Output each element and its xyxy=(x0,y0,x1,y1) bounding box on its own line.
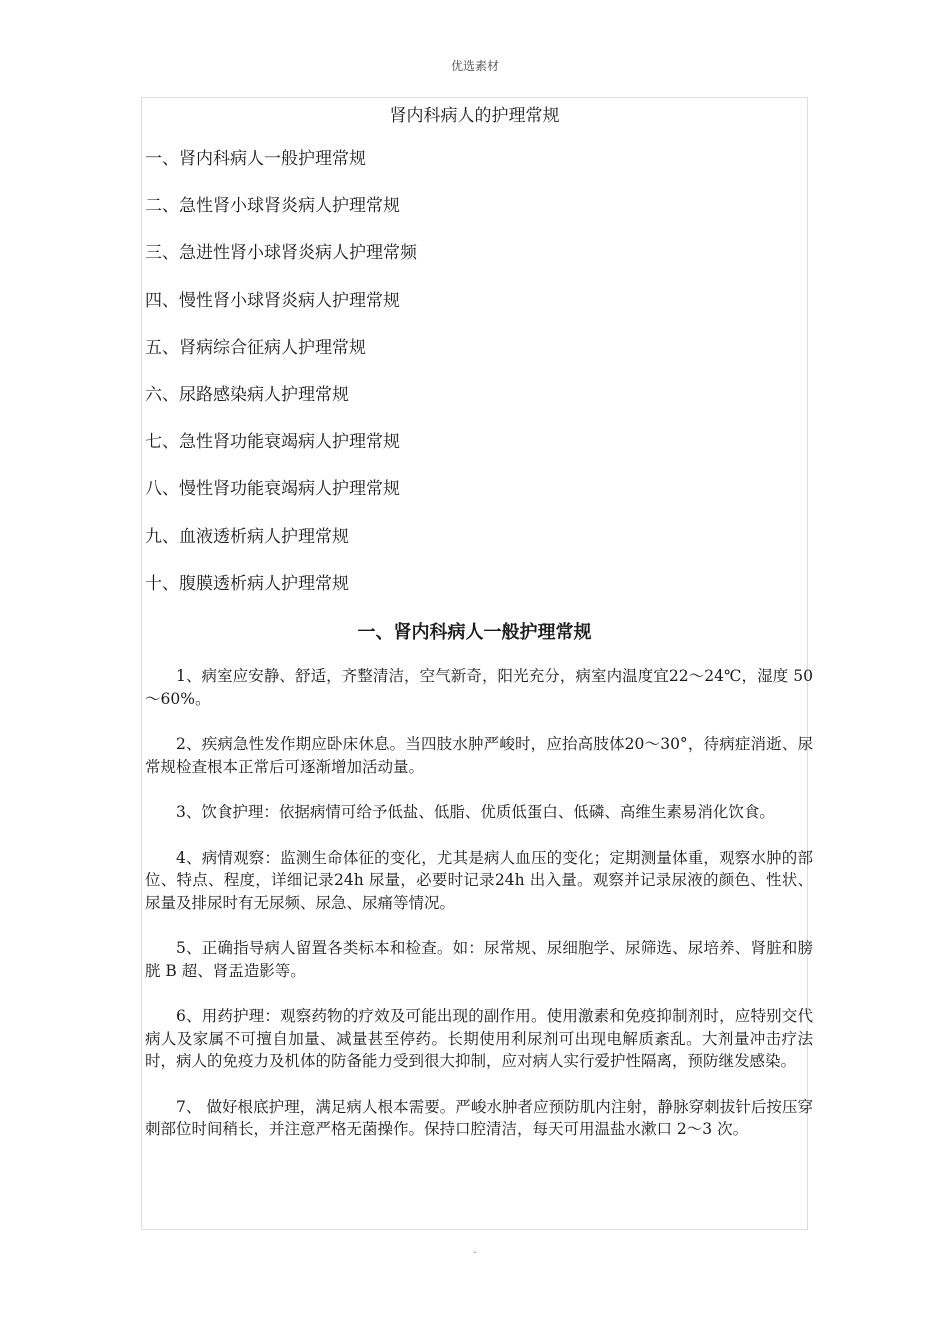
toc-item: 四、慢性肾小球肾炎病人护理常规 xyxy=(145,290,400,311)
page-header: 优选素材 xyxy=(450,59,499,73)
paragraph: 1、病室应安静、舒适，齐整清洁，空气新奇，阳光充分，病室内温度宜22～24℃，湿度 50～60%。 xyxy=(145,667,813,708)
toc-item: 三、急进性肾小球肾炎病人护理常频 xyxy=(145,243,417,264)
paragraph: 3、饮食护理：依据病情可给予低盐、低脂、优质低蛋白、低磷、高维生素易消化饮食。 xyxy=(176,803,775,821)
toc-item: 七、急性肾功能衰竭病人护理常规 xyxy=(145,432,400,453)
document-title: 肾内科病人的护理常规 xyxy=(389,106,560,126)
paragraph: 6、用药护理：观察药物的疗效及可能出现的副作用。使用激素和免疫抑制剂时，应特别交代病人及家属不可擅自加量、减量甚至停药。长期使用利尿剂可出现电解质紊乱。大剂量冲击疗法时，病人的免疫力及机体的防备能力受到很大抑制，应对病人实行爱护性隔离，预防继发感染。 xyxy=(145,1007,813,1070)
paragraph: 5、正确指导病人留置各类标本和检查。如：尿常规、尿细胞学、尿筛选、尿培养、肾脏和膀胱 B 超、肾盂造影等。 xyxy=(145,939,813,980)
toc-item: 九、血液透析病人护理常规 xyxy=(145,526,349,547)
toc-item: 八、慢性肾功能衰竭病人护理常规 xyxy=(145,479,400,500)
page-footer-mark: . xyxy=(473,1245,477,1256)
toc-item: 一、肾内科病人一般护理常规 xyxy=(145,149,366,169)
paragraph: 4、病情观察：监测生命体征的变化，尤其是病人血压的变化；定期测量体重，观察水肿的部位、特点、程度，详细记录24h 尿量，必要时记录24h 出入量。观察并记录尿液的颜色、性状、尿量及排尿时有无尿频、尿急、尿痛等情况。 xyxy=(145,848,813,912)
table-of-contents xyxy=(145,146,417,618)
toc-item: 五、肾病综合征病人护理常规 xyxy=(145,337,366,358)
toc-item: 十、腹膜透析病人护理常规 xyxy=(145,573,349,594)
toc-item: 六、尿路感染病人护理常规 xyxy=(145,384,349,405)
toc-item: 二、急性肾小球肾炎病人护理常规 xyxy=(145,196,400,217)
section-heading: 一、肾内科病人一般护理常规 xyxy=(357,622,592,643)
paragraph: 7、 做好根底护理，满足病人根本需要。严峻水肿者应预防肌内注射，静脉穿刺拔针后按压穿刺部位时间稍长，并注意严格无菌操作。保持口腔清洁，每天可用温盐水漱口 2～3 次。 xyxy=(145,1097,813,1138)
section-body xyxy=(145,665,813,1164)
paragraph: 2、疾病急性发作期应卧床休息。当四肢水肿严峻时，应抬高肢体20～30°，待病症消逝、尿常规检查根本正常后可逐渐增加活动量。 xyxy=(145,735,813,776)
